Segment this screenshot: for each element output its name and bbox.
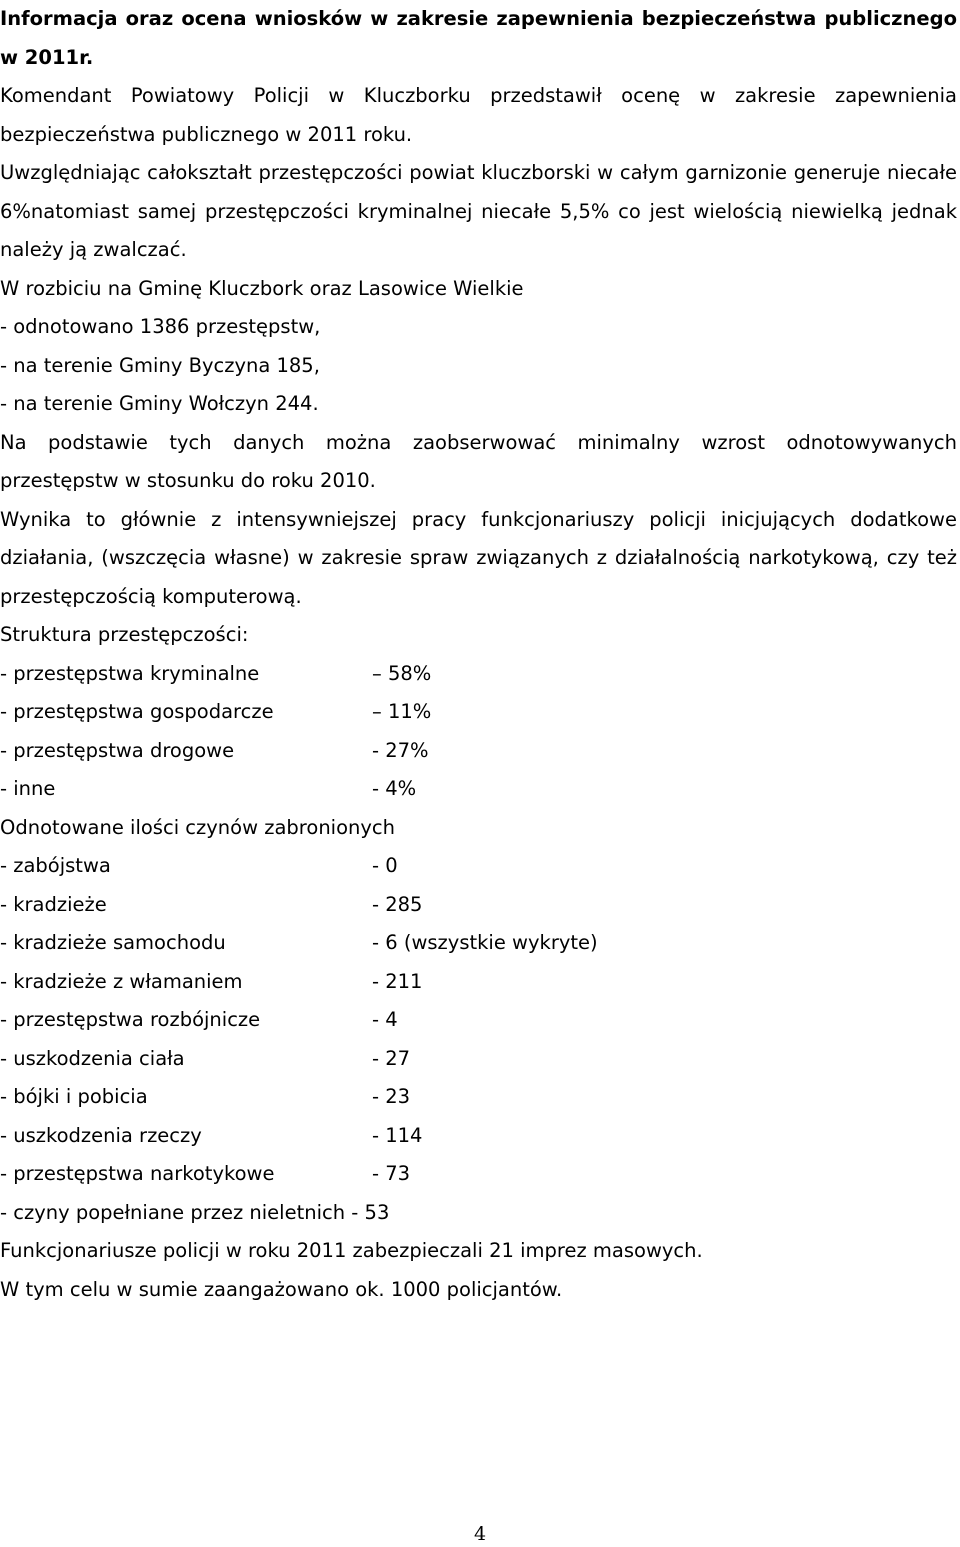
offence-value: - 73	[372, 1162, 411, 1185]
offence-row	[0, 1155, 957, 1194]
offence-row	[0, 1078, 957, 1117]
offence-value: - 4	[372, 1008, 398, 1031]
structure-value: – 58%	[372, 661, 432, 685]
closing-officers: W tym celu w sumie zaangażowano ok. 1000 policjantów.	[0, 1277, 563, 1301]
paragraph-crime-share: Uwzględniając całokształt przestępczości powiat kluczborski w całym garnizonie generuje niecałe 6%natomiast samej przestępczości kryminalnej niecałe 5,5% co jest wielością niewielką jednak należy ją zwalczać.	[0, 161, 957, 261]
offence-row	[0, 963, 957, 1002]
offence-row	[0, 1001, 957, 1040]
offence-label: - przestępstwa narkotykowe	[0, 1162, 275, 1185]
structure-row	[0, 770, 957, 809]
offence-row	[0, 886, 957, 925]
paragraph-commander: Komendant Powiatowy Policji w Kluczborku przedstawił ocenę w zakresie zapewnienia bezpieczeństwa publicznego w 2011 roku.	[0, 84, 957, 146]
offence-label: - bójki i pobicia	[0, 1085, 148, 1108]
offence-row	[0, 924, 957, 963]
offence-label: - uszkodzenia ciała	[0, 1046, 185, 1070]
paragraph-breakdown-intro: W rozbiciu na Gminę Kluczbork oraz Lasowice Wielkie	[0, 276, 524, 300]
offences-heading: Odnotowane ilości czynów zabronionych	[0, 815, 396, 839]
offence-label: - kradzieże	[0, 892, 107, 916]
structure-label: - inne	[0, 777, 56, 800]
offence-value: - 6 (wszystkie wykryte)	[372, 931, 598, 954]
offence-value: - 23	[372, 1085, 411, 1108]
paragraph-reason: Wynika to głównie z intensywniejszej pracy funkcjonariuszy policji inicjujących dodatkowe działania, (wszczęcia własne) w zakresie spraw związanych z działalnością narkotykową, czy też przestępczością komputerową.	[0, 507, 957, 608]
offence-value: - 0	[372, 854, 398, 877]
offence-value: - 285	[372, 892, 423, 916]
juvenile-row	[0, 1194, 957, 1233]
offence-value: - 211	[372, 969, 423, 993]
structure-value: - 4%	[372, 777, 417, 800]
structure-value: - 27%	[372, 738, 429, 762]
list-item: - odnotowano 1386 przestępstw,	[0, 315, 321, 338]
structure-label: - przestępstwa kryminalne	[0, 661, 260, 685]
structure-list	[0, 655, 957, 809]
offence-value: - 114	[372, 1123, 423, 1147]
page-number: 4	[473, 1523, 487, 1545]
structure-label: - przestępstwa drogowe	[0, 738, 235, 762]
offence-label: - kradzieże samochodu	[0, 931, 226, 954]
offence-row	[0, 1040, 957, 1079]
offence-value: - 53	[351, 1200, 390, 1224]
structure-row	[0, 693, 957, 732]
offence-label: - czyny popełniane przez nieletnich	[0, 1200, 346, 1224]
offence-label: - przestępstwa rozbójnicze	[0, 1008, 261, 1031]
structure-row	[0, 732, 957, 771]
document-title: Informacja oraz ocena wniosków w zakresie zapewnienia bezpieczeństwa publicznego w 2011r.	[0, 7, 957, 69]
offence-label: - zabójstwa	[0, 854, 111, 877]
offence-label: - uszkodzenia rzeczy	[0, 1123, 202, 1147]
offences-list	[0, 847, 957, 1232]
gminy-list	[0, 308, 957, 424]
list-item: - na terenie Gminy Byczyna 185,	[0, 353, 320, 377]
structure-value: – 11%	[372, 700, 432, 723]
offence-row	[0, 847, 957, 886]
closing-mass-events: Funkcjonariusze policji w roku 2011 zabezpieczali 21 imprez masowych.	[0, 1239, 703, 1262]
structure-label: - przestępstwa gospodarcze	[0, 700, 274, 723]
offence-row	[0, 1117, 957, 1156]
structure-row	[0, 655, 957, 694]
offence-value: - 27	[372, 1046, 411, 1070]
paragraph-increase: Na podstawie tych danych można zaobserwować minimalny wzrost odnotowywanych przestępstw w stosunku do roku 2010.	[0, 430, 957, 492]
offence-label: - kradzieże z włamaniem	[0, 969, 243, 993]
structure-heading: Struktura przestępczości:	[0, 623, 249, 646]
list-item: - na terenie Gminy Wołczyn 244.	[0, 392, 319, 415]
